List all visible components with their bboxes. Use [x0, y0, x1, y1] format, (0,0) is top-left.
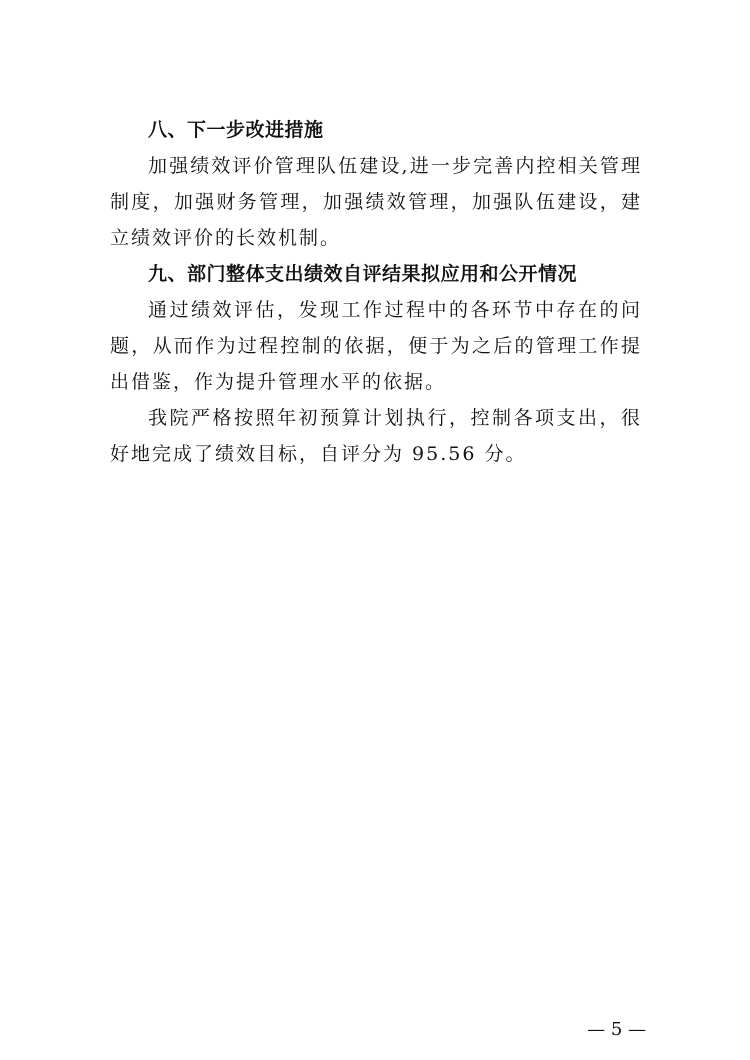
section-heading-improvement-measures: 八、下一步改进措施 — [148, 119, 324, 141]
document-body — [110, 112, 642, 472]
paragraph-evaluation-findings: 通过绩效评估，发现工作过程中的各环节中存在的问题，从而作为过程控制的依据，便于为之后的管理工作提出借鉴，作为提升管理水平的依据。 — [110, 299, 642, 393]
paragraph-improvement-measures: 加强绩效评价管理队伍建设,进一步完善内控相关管理制度，加强财务管理，加强绩效管理，加强队伍建设，建立绩效评价的长效机制。 — [110, 155, 642, 249]
section-heading-result-application: 九、部门整体支出绩效自评结果拟应用和公开情况 — [148, 263, 578, 285]
page-number: — 5 — — [587, 1019, 646, 1040]
paragraph-self-evaluation-score: 我院严格按照年初预算计划执行，控制各项支出，很好地完成了绩效目标，自评分为 95.56 分。 — [110, 407, 642, 465]
